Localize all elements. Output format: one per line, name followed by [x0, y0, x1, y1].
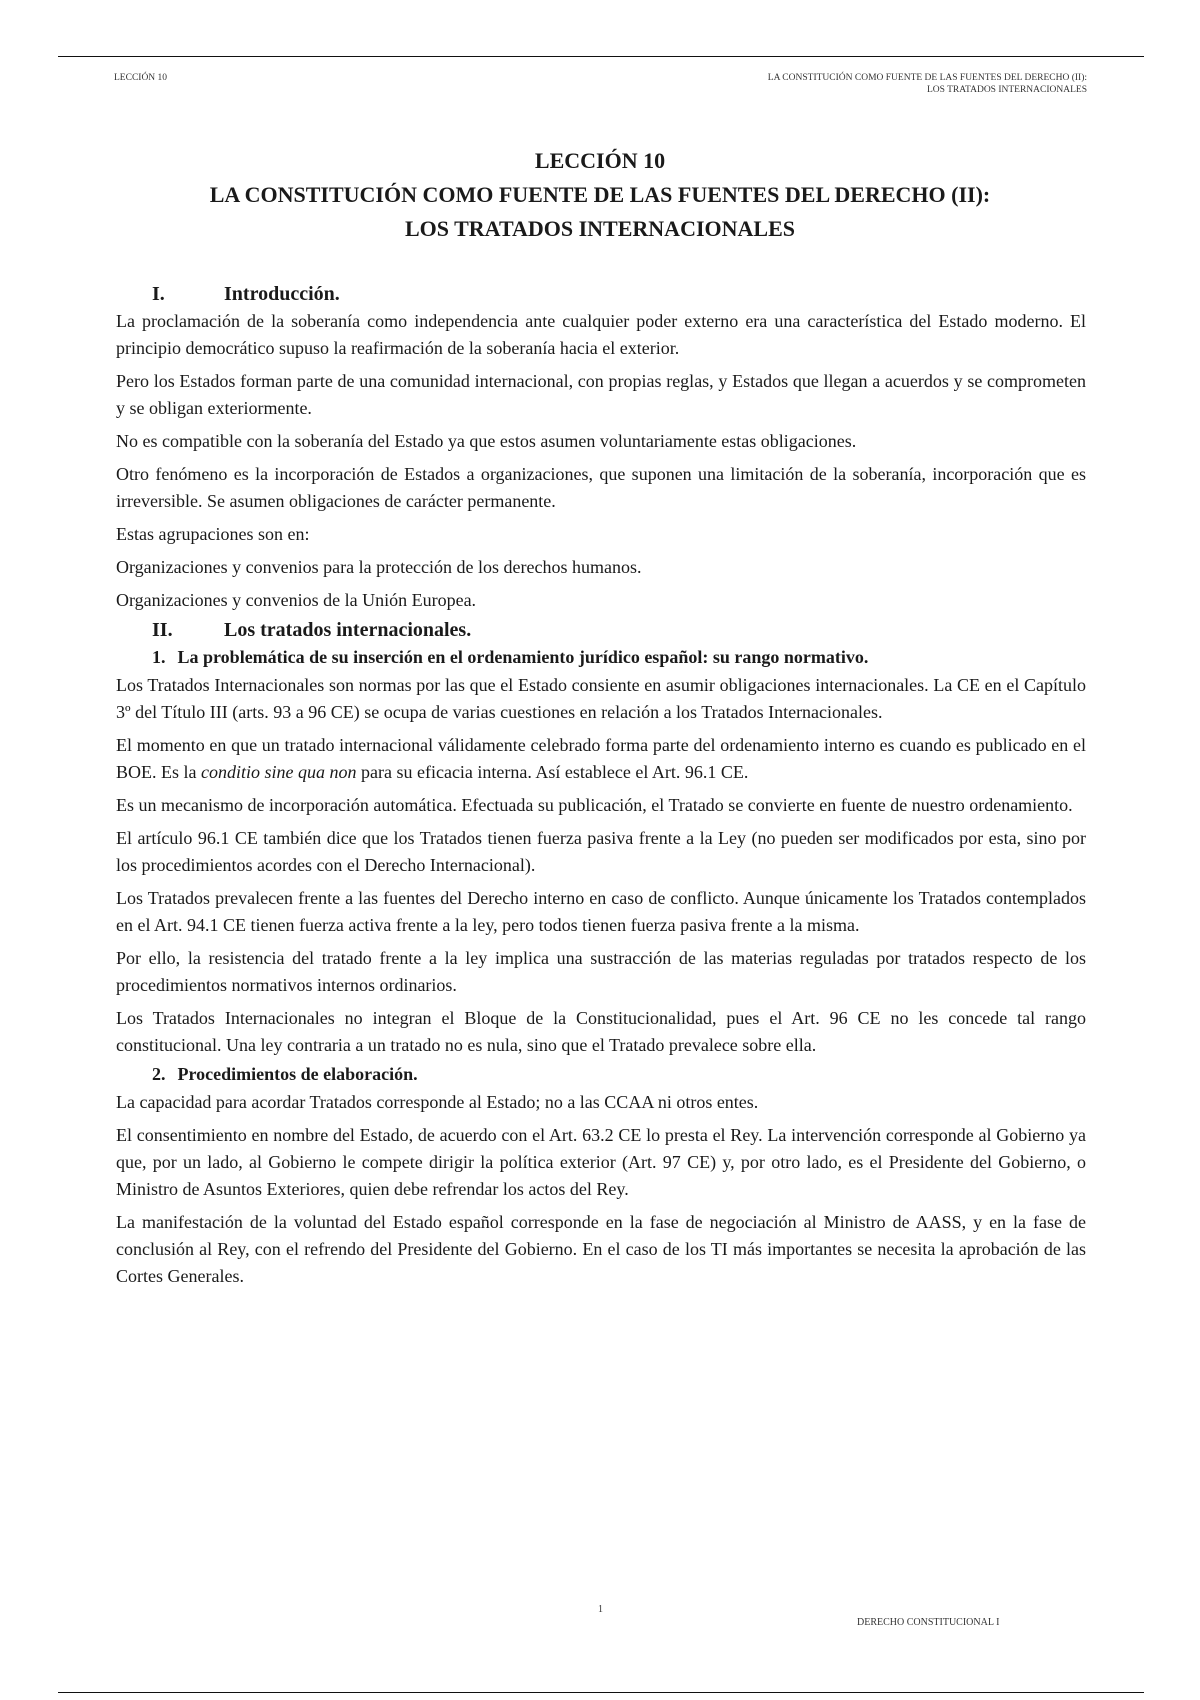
subsection-title: La problemática de su inserción en el ordenamiento jurídico español: su rango normativo.: [177, 647, 869, 667]
header-rule: [58, 56, 1144, 57]
paragraph: Los Tratados Internacionales no integran el Bloque de la Constitucionalidad, pues el Art. 96 CE no les concede tal rango constitucional. Una ley contraria a un tratado no es nula, sino que el Tratado prevalece sobre ella.: [116, 1008, 1086, 1055]
section-title: Introducción.: [224, 283, 340, 305]
title-line-2: LA CONSTITUCIÓN COMO FUENTE DE LAS FUENTES DEL DERECHO (II):: [209, 182, 991, 207]
page-number: 1: [598, 1604, 603, 1615]
paragraph: Organizaciones y convenios de la Unión Europea.: [116, 590, 477, 610]
paragraph: La proclamación de la soberanía como independencia ante cualquier poder externo era una característica del Estado moderno. El principio democrático supuso la reafirmación de la soberanía hacia el exterior.: [116, 311, 1086, 358]
footer-rule: [58, 1692, 1144, 1693]
subsection-title: Procedimientos de elaboración.: [177, 1064, 418, 1084]
paragraph: Es un mecanismo de incorporación automática. Efectuada su publicación, el Tratado se convierte en fuente de nuestro ordenamiento.: [116, 795, 1073, 815]
paragraph: El consentimiento en nombre del Estado, de acuerdo con el Art. 63.2 CE lo presta el Rey. La intervención corresponde al Gobierno ya que, por un lado, al Gobierno le compete dirigir la política exterior (Art. 97 CE) y, por otro lado, es el Presidente del Gobierno, o Ministro de Asuntos Exteriores, quien debe refrendar los actos del Rey.: [116, 1125, 1086, 1199]
paragraph-text: El momento en que un tratado internacional válidamente celebrado forma parte del ordenamiento interno es cuando es publicado en el BOE. Es la: [116, 735, 1086, 782]
paragraph: Organizaciones y convenios para la protección de los derechos humanos.: [116, 557, 642, 577]
paragraph: Los Tratados prevalecen frente a las fuentes del Derecho interno en caso de conflicto. Aunque únicamente los Tratados contemplados en el Art. 94.1 CE tienen fuerza activa frente a la ley, pero todos tienen fuerza pasiva frente a la misma.: [116, 888, 1086, 935]
paragraph: Otro fenómeno es la incorporación de Estados a organizaciones, que suponen una limitación de la soberanía, incorporación que es irreversible. Se asumen obligaciones de carácter permanente.: [116, 464, 1086, 511]
paragraph: No es compatible con la soberanía del Estado ya que estos asumen voluntariamente estas obligaciones.: [116, 431, 857, 451]
subsection-heading-procedimientos: [116, 1061, 1086, 1087]
subsection-number: 1.: [152, 647, 166, 667]
paragraph: El artículo 96.1 CE también dice que los Tratados tienen fuerza pasiva frente a la Ley (no pueden ser modificados por esta, sino por los procedimientos acordes con el Derecho Internacional).: [116, 828, 1086, 875]
section-number: I.: [152, 283, 165, 305]
latin-phrase: conditio sine qua non: [201, 762, 357, 782]
running-header-right-line1: LA CONSTITUCIÓN COMO FUENTE DE LAS FUENTES DEL DERECHO (II):: [767, 73, 1087, 83]
running-header-right-line2: LOS TRATADOS INTERNACIONALES: [926, 85, 1087, 95]
paragraph: Por ello, la resistencia del tratado frente a la ley implica una sustracción de las materias reguladas por tratados respecto de los procedimientos normativos internos ordinarios.: [116, 948, 1086, 995]
section-number: II.: [152, 619, 173, 641]
section-title: Los tratados internacionales.: [224, 619, 472, 641]
paragraph: La capacidad para acordar Tratados corresponde al Estado; no a las CCAA ni otros entes.: [116, 1092, 759, 1112]
paragraph: Pero los Estados forman parte de una comunidad internacional, con propias reglas, y Estados que llegan a acuerdos y se comprometen y se obligan exteriormente.: [116, 371, 1086, 418]
paragraph: Estas agrupaciones son en:: [116, 524, 310, 544]
running-footer: DERECHO CONSTITUCIONAL I: [857, 1617, 1000, 1628]
document-title: [0, 144, 1200, 246]
title-line-1: LECCIÓN 10: [534, 148, 666, 173]
paragraph: Los Tratados Internacionales son normas por las que el Estado consiente en asumir obligaciones internacionales. La CE en el Capítulo 3º del Título III (arts. 93 a 96 CE) se ocupa de varias cuestiones en relación a los Tratados Internacionales.: [116, 675, 1086, 722]
subsection-heading-rango-normativo: [116, 644, 1086, 670]
section-heading-tratados: [116, 616, 1086, 644]
section-heading-introduccion: [116, 280, 1086, 308]
subsection-number: 2.: [152, 1064, 166, 1084]
paragraph: La manifestación de la voluntad del Estado español corresponde en la fase de negociación al Ministro de AASS, y en la fase de conclusión al Rey, con el refrendo del Presidente del Gobierno. En el caso de los TI más importantes se necesita la aprobación de las Cortes Generales.: [116, 1212, 1086, 1286]
paragraph-text: para su eficacia interna. Así establece el Art. 96.1 CE.: [356, 762, 749, 782]
document-body: [116, 280, 1086, 1296]
running-header-left: LECCIÓN 10: [114, 73, 168, 83]
running-header-right: [768, 72, 1087, 96]
paragraph: [116, 732, 1086, 786]
title-line-3: LOS TRATADOS INTERNACIONALES: [405, 216, 795, 241]
